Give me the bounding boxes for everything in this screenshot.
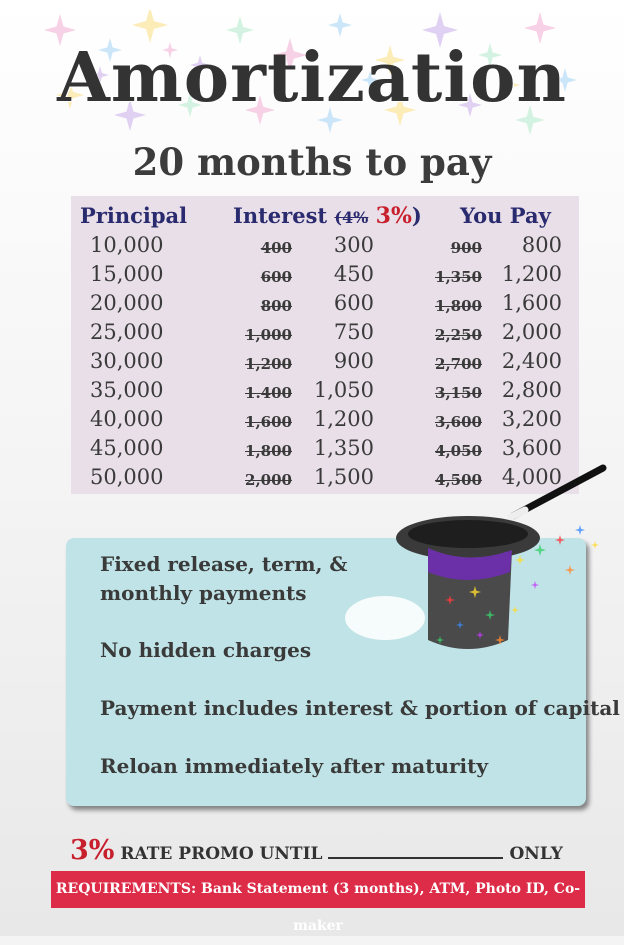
cell-interest-new: 1,050 <box>313 378 374 402</box>
cell-interest-old: 2,000 <box>245 471 292 489</box>
cell-interest-new: 1,200 <box>313 407 374 431</box>
cell-pay-new: 4,000 <box>501 465 562 489</box>
cell-interest-old: 600 <box>260 268 292 286</box>
cell-interest-new: 1,500 <box>313 465 374 489</box>
feature-item: Fixed release, term, & monthly payments <box>100 552 348 605</box>
cell-interest-old: 800 <box>260 297 292 315</box>
cell-interest-new: 600 <box>333 291 374 315</box>
cell-pay-new: 1,200 <box>501 262 562 286</box>
interest-label: Interest <box>233 203 328 228</box>
cell-pay-old: 3,150 <box>435 384 482 402</box>
promo-line <box>70 835 563 866</box>
cell-interest-new: 300 <box>333 233 374 257</box>
cell-interest-new: 1,350 <box>313 436 374 460</box>
table-row <box>0 349 624 378</box>
cell-interest-new: 750 <box>333 320 374 344</box>
feature-item: Payment includes interest & portion of capital <box>100 696 620 720</box>
requirements-bar: REQUIREMENTS: Bank Statement (3 months), ATM, Photo ID, Co-maker <box>51 871 585 908</box>
table-row <box>0 407 624 436</box>
cell-pay-new: 2,800 <box>501 378 562 402</box>
table-row <box>0 262 624 291</box>
cell-principal: 45,000 <box>90 436 164 460</box>
interest-old-rate: (4% <box>334 208 369 227</box>
cell-principal: 25,000 <box>90 320 164 344</box>
cell-pay-old: 3,600 <box>435 413 482 431</box>
promo-text-after: ONLY <box>509 844 563 864</box>
column-header-you-pay: You Pay <box>460 203 551 228</box>
cell-principal: 20,000 <box>90 291 164 315</box>
column-header-principal: Principal <box>80 203 188 228</box>
page-title: Amortization <box>57 38 567 118</box>
cell-pay-new: 2,400 <box>501 349 562 373</box>
feature-item: No hidden charges <box>100 638 312 662</box>
interest-close-paren: ) <box>411 203 422 228</box>
promo-text: RATE PROMO UNTIL <box>120 844 323 864</box>
cell-pay-new: 1,600 <box>501 291 562 315</box>
magic-hat-icon <box>340 500 615 685</box>
table-row <box>0 291 624 320</box>
cell-pay-old: 1,350 <box>435 268 482 286</box>
feature-item: Reloan immediately after maturity <box>100 754 488 778</box>
cell-pay-new: 3,600 <box>501 436 562 460</box>
cell-pay-old: 2,700 <box>435 355 482 373</box>
promo-rate: 3% <box>70 835 115 866</box>
cell-interest-new: 900 <box>333 349 374 373</box>
cell-interest-old: 1,200 <box>245 355 292 373</box>
table-row <box>0 436 624 465</box>
table-row <box>0 233 624 262</box>
cell-interest-old: 400 <box>260 239 292 257</box>
cell-pay-old: 900 <box>450 239 482 257</box>
cell-interest-old: 1,800 <box>245 442 292 460</box>
cell-pay-old: 2,250 <box>435 326 482 344</box>
cell-principal: 35,000 <box>90 378 164 402</box>
cell-principal: 30,000 <box>90 349 164 373</box>
cell-principal: 10,000 <box>90 233 164 257</box>
column-header-interest <box>233 203 422 229</box>
cell-principal: 40,000 <box>90 407 164 431</box>
cell-pay-new: 800 <box>521 233 562 257</box>
interest-new-rate: 3% <box>375 203 412 229</box>
cell-principal: 15,000 <box>90 262 164 286</box>
table-row <box>0 320 624 349</box>
cell-interest-old: 1,000 <box>245 326 292 344</box>
cell-principal: 50,000 <box>90 465 164 489</box>
cell-pay-new: 3,200 <box>501 407 562 431</box>
cell-pay-old: 4,500 <box>435 471 482 489</box>
cell-interest-new: 450 <box>333 262 374 286</box>
cell-interest-old: 1.400 <box>245 384 292 402</box>
cell-pay-new: 2,000 <box>501 320 562 344</box>
cell-pay-old: 1,800 <box>435 297 482 315</box>
page-subtitle: 20 months to pay <box>132 140 492 184</box>
promo-date-blank <box>328 843 503 859</box>
table-row <box>0 378 624 407</box>
cell-pay-old: 4,050 <box>435 442 482 460</box>
cell-interest-old: 1,600 <box>245 413 292 431</box>
